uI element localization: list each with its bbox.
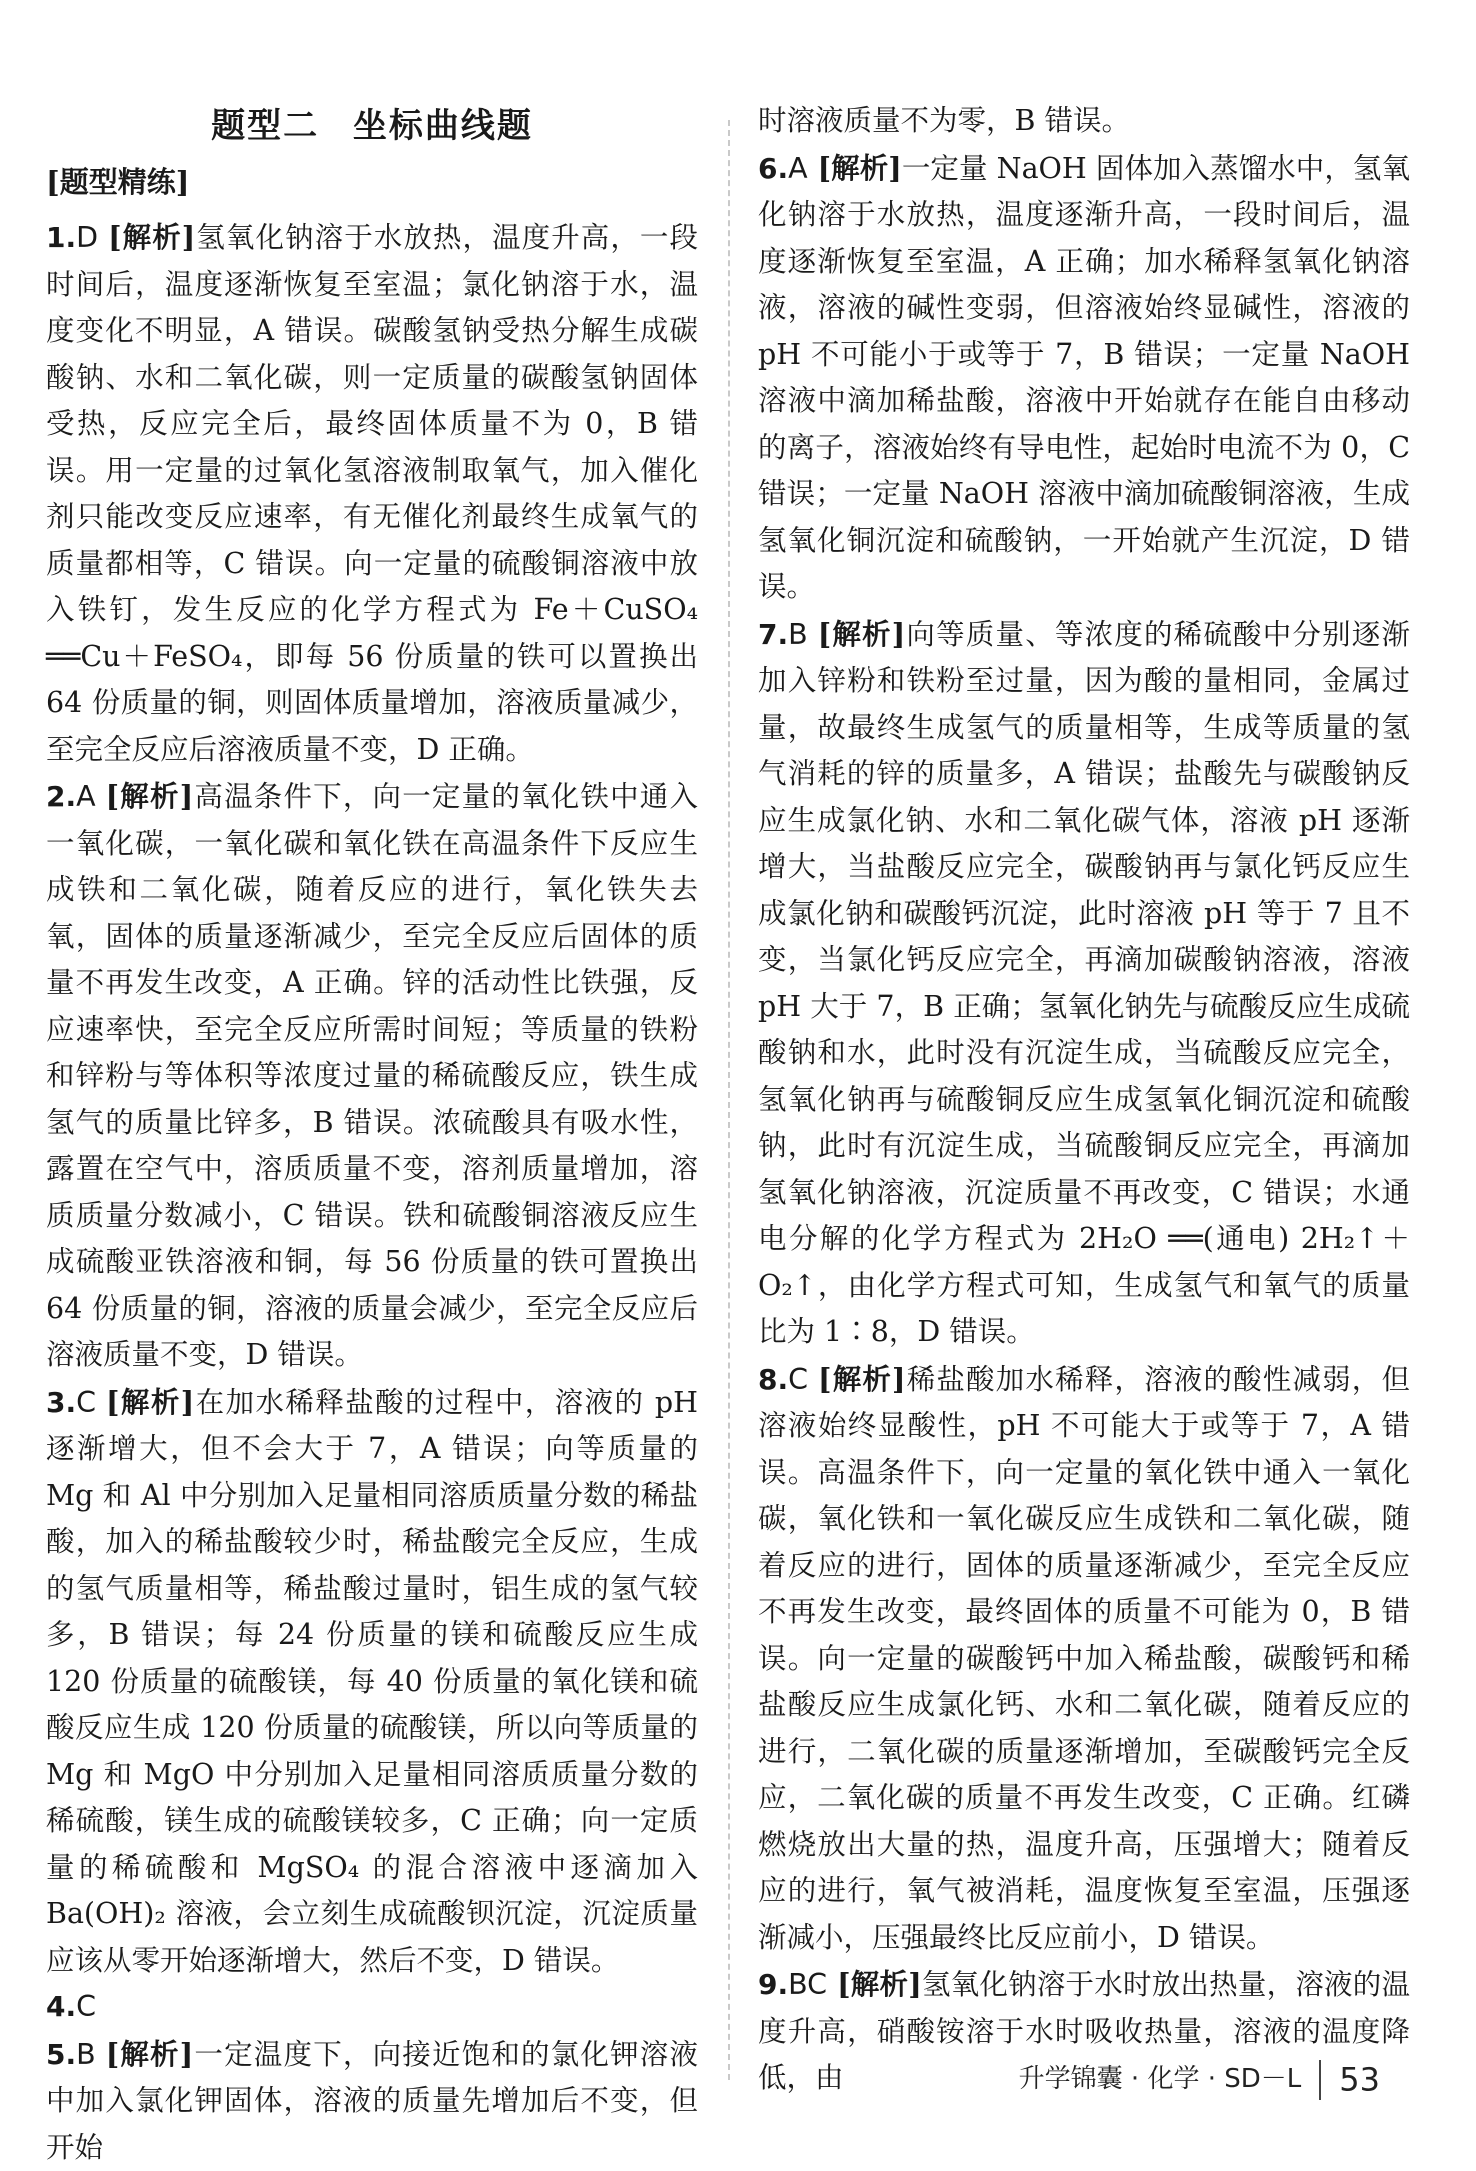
footer-separator: [1319, 2060, 1321, 2100]
item-number: 7.: [758, 618, 788, 651]
answer-choice: B: [76, 2038, 96, 2071]
item-number: 3.: [46, 1386, 76, 1419]
analysis-text: 向等质量、等浓度的稀硫酸中分别逐渐加入锌粉和铁粉至过量，因为酸的量相同，金属过量，故最终生成氢气的质量相等，生成等质量的氢气消耗的锌的质量多，A 错误；盐酸先与碳酸钠反应生成氯化钠、水和二氧化碳气体，溶液 pH 逐渐增大，当盐酸反应完全，碳酸钠再与氯化钙反应生成氯化钠和碳酸钙沉淀，此时溶液 pH 等于 7 且不变，当氯化钙反应完全，再滴加碳酸钠溶液，溶液 pH 大于 7，B 正确；氢氧化钠先与硫酸反应生成硫酸钠和水，此时没有沉淀生成，当硫酸反应完全，氢氧化钠再与硫酸铜反应生成氢氧化铜沉淀和硫酸钠，此时有沉淀生成，当硫酸铜反应完全，再滴加氢氧化钠溶液，沉淀质量不再改变，C 错误；水通电分解的化学方程式为 2H₂O ══(通电) 2H₂↑＋O₂↑，由化学方程式可知，生成氢气和氧气的质量比为 1∶8，D 错误。: [758, 618, 1410, 1349]
answer-item: [758, 611, 1410, 1356]
answer-choice: C: [76, 1990, 96, 2023]
analysis-text: 氢氧化钠溶于水放热，温度升高，一段时间后，温度逐渐恢复至室温；氯化钠溶于水，温度变化不明显，A 错误。碳酸氢钠受热分解生成碳酸钠、水和二氧化碳，则一定质量的碳酸氢钠固体受热，反应完全后，最终固体质量不为 0，B 错误。用一定量的过氧化氢溶液制取氧气，加入催化剂只能改变反应速率，有无催化剂最终生成氧气的质量都相等，C 错误。向一定量的硫酸铜溶液中放入铁钉，发生反应的化学方程式为 Fe＋CuSO₄ ══Cu＋FeSO₄，即每 56 份质量的铁可以置换出 64 份质量的铜，则固体质量增加，溶液质量减少，至完全反应后溶液质量不变，D 正确。: [46, 221, 698, 766]
analysis-text: 高温条件下，向一定量的氧化铁中通入一氧化碳，一氧化碳和氧化铁在高温条件下反应生成铁和二氧化碳，随着反应的进行，氧化铁失去氧，固体的质量逐渐减少，至完全反应后固体的质量不再发生改变，A 正确。锌的活动性比铁强，反应速率快，至完全反应所需时间短；等质量的铁粉和锌粉与等体积等浓度过量的稀硫酸反应，铁生成氢气的质量比锌多，B 错误。浓硫酸具有吸水性，露置在空气中，溶质质量不变，溶剂质量增加，溶质质量分数减小，C 错误。铁和硫酸铜溶液反应生成硫酸亚铁溶液和铜，每 56 份质量的铁可置换出 64 份质量的铜，溶液的质量会减少，至完全反应后溶液质量不变，D 错误。: [46, 780, 698, 1371]
answer-choice: C: [76, 1386, 96, 1419]
analysis-label: [解析]: [106, 779, 194, 813]
analysis-text: 一定量 NaOH 固体加入蒸馏水中，氢氧化钠溶于水放热，温度逐渐升高，一段时间后，温度逐渐恢复至室温，A 正确；加水稀释氢氧化钠溶液，溶液的碱性变弱，但溶液始终显碱性，溶液的 pH 不可能小于或等于 7，B 错误；一定量 NaOH 溶液中滴加稀盐酸，溶液中开始就存在能自由移动的离子，溶液始终有导电性，起始时电流不为 0，C 错误；一定量 NaOH 溶液中滴加硫酸铜溶液，生成氢氧化铜沉淀和硫酸钠，一开始就产生沉淀，D 错误。: [758, 152, 1410, 604]
analysis-label: [解析]: [108, 220, 195, 254]
section-tag: [题型精练]: [46, 160, 189, 201]
analysis-text: 氢氧化钠溶于水时放出热量，溶液的温度升高，硝酸铵溶于水时吸收热量，溶液的温度降低，由: [758, 1968, 1410, 2094]
answer-item: [46, 773, 698, 1379]
title-part2: 坐标曲线题: [353, 106, 533, 146]
title-part1: 题型二: [211, 106, 319, 146]
item-number: 5.: [46, 2038, 76, 2071]
right-column: [758, 98, 1410, 2102]
page-number: 53: [1339, 2061, 1380, 2099]
answer-item: [758, 145, 1410, 611]
item-number: 2.: [46, 780, 76, 813]
analysis-text: 时溶液质量不为零，B 错误。: [758, 104, 1130, 137]
analysis-text: 一定温度下，向接近饱和的氯化钾溶液中加入氯化钾固体，溶液的质量先增加后不变，但开始: [46, 2038, 698, 2164]
item-number: 9.: [758, 1968, 788, 2001]
footer-book-title: 升学锦囊 · 化学 · SD－L: [1019, 2064, 1302, 2094]
left-column: [46, 214, 698, 2171]
analysis-label: [解析]: [818, 617, 906, 651]
answer-choice: A: [788, 152, 808, 185]
item-number: 4.: [46, 1990, 76, 2023]
analysis-text: 稀盐酸加水稀释，溶液的酸性减弱，但溶液始终显酸性，pH 不可能大于或等于 7，A 错误。高温条件下，向一定量的氧化铁中通入一氧化碳，氧化铁和一氧化碳反应生成铁和二氧化碳，随着反应的进行，固体的质量逐渐减少，至完全反应不再发生改变，最终固体的质量不可能为 0，B 错误。向一定量的碳酸钙中加入稀盐酸，碳酸钙和稀盐酸反应生成氯化钙、水和二氧化碳，随着反应的进行，二氧化碳的质量逐渐增加，至碳酸钙完全反应，二氧化碳的质量不再发生改变，C 正确。红磷燃烧放出大量的热，温度升高，压强增大；随着反应的进行，氧气被消耗，温度恢复至室温，压强逐渐减小，压强最终比反应前小，D 错误。: [758, 1363, 1410, 1954]
analysis-label: [解析]: [837, 1967, 922, 2001]
answer-item: [46, 1379, 698, 1985]
answer-item: [758, 1356, 1410, 1962]
answer-choice: A: [76, 780, 96, 813]
column-divider: [728, 120, 730, 2080]
analysis-text: 在加水稀释盐酸的过程中，溶液的 pH 逐渐增大，但不会大于 7，A 错误；向等质量的 Mg 和 Al 中分别加入足量相同溶质质量分数的稀盐酸，加入的稀盐酸较少时，稀盐酸完全反应，生成的氢气质量相等，稀盐酸过量时，铝生成的氢气较多，B 错误；每 24 份质量的镁和硫酸反应生成 120 份质量的硫酸镁，每 40 份质量的氧化镁和硫酸反应生成 120 份质量的硫酸镁，所以向等质量的 Mg 和 MgO 中分别加入足量相同溶质质量分数的稀硫酸，镁生成的硫酸镁较多，C 正确；向一定质量的稀硫酸和 MgSO₄ 的混合溶液中逐滴加入 Ba(OH)₂ 溶液，会立刻生成硫酸钡沉淀，沉淀质量应该从零开始逐渐增大，然后不变，D 错误。: [46, 1386, 698, 1977]
answer-item: [46, 214, 698, 773]
answer-choice: BC: [788, 1968, 827, 2001]
answer-choice: D: [76, 221, 98, 254]
item-number: 1.: [46, 221, 76, 254]
answer-item: [758, 98, 1410, 145]
analysis-label: [解析]: [818, 151, 902, 185]
page-footer: [1019, 2058, 1380, 2100]
section-title: [46, 98, 698, 147]
answer-item: [46, 1984, 698, 2031]
analysis-label: [解析]: [818, 1362, 906, 1396]
answer-item: [46, 2031, 698, 2171]
answer-choice: C: [788, 1363, 808, 1396]
answer-choice: B: [788, 618, 808, 651]
item-number: 8.: [758, 1363, 788, 1396]
analysis-label: [解析]: [106, 1385, 194, 1419]
item-number: 6.: [758, 152, 788, 185]
analysis-label: [解析]: [106, 2037, 194, 2071]
